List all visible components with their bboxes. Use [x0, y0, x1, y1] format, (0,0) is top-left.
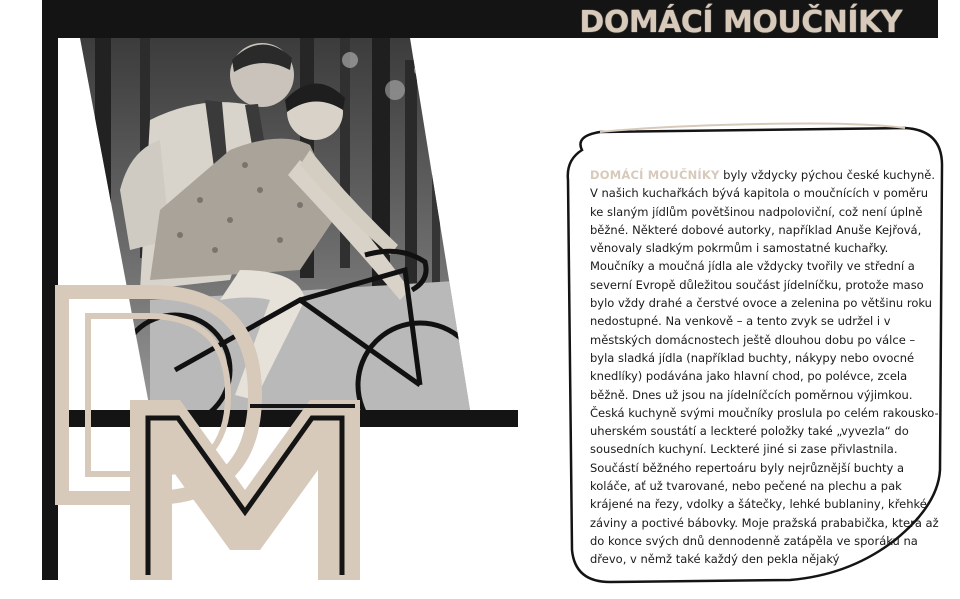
page-title: DOMÁCÍ MOUČNÍKY	[579, 5, 902, 40]
article-text: byly vždycky pýchou české kuchyně. V našich kuchařkách bývá kapitola o moučnících v poměru ke slaným jídlům povětšinou nadpoloviční, což není úplně běžné. Některé dobové autorky, například Anuše Kejřová, věnovaly sladkým pokrmům i samostatné kuchařky. Moučníky a moučná jídla ale vždycky tvořily ve střední a severní Evropě důležitou součást jídelníčku, protože maso bylo vždy drahé a čerstvé ovoce a zelenina po většinu roku nedostupné. Na venkově – a tento zvyk se udržel i v městských domácnostech ještě dlouhou dobu po válce – byla sladká jídla (například buchty, nákypy nebo ovocné knedlíky) podávána jako hlavní chod, po polévce, zcela běžně. Dnes už jsou na jídelníčcích poměrnou výjimkou. Česká kuchyně svými moučníky proslula po celém rakousko-uherském soustátí a leckteré položky také „vyvezla“ do sousedních kuchyní. Leckteré jiné si zase přivlastnila. Součástí běžného repertoáru byly nejrůznější buchty a koláče, ať už tvarované, nebo pečené na plechu a pak krájené na řezy, vdolky a šátečky, lehké bublaniny, křehké záviny a poctivé bábovky. Moje pražská prababička, která až do konce svých dnů dennodenně zatápěla ve sporáku na dřevo, v němž také každý den pekla nějaký	[590, 168, 939, 567]
article-lead: DOMÁCÍ MOUČNÍKY	[590, 168, 720, 182]
article-body	[590, 166, 940, 569]
